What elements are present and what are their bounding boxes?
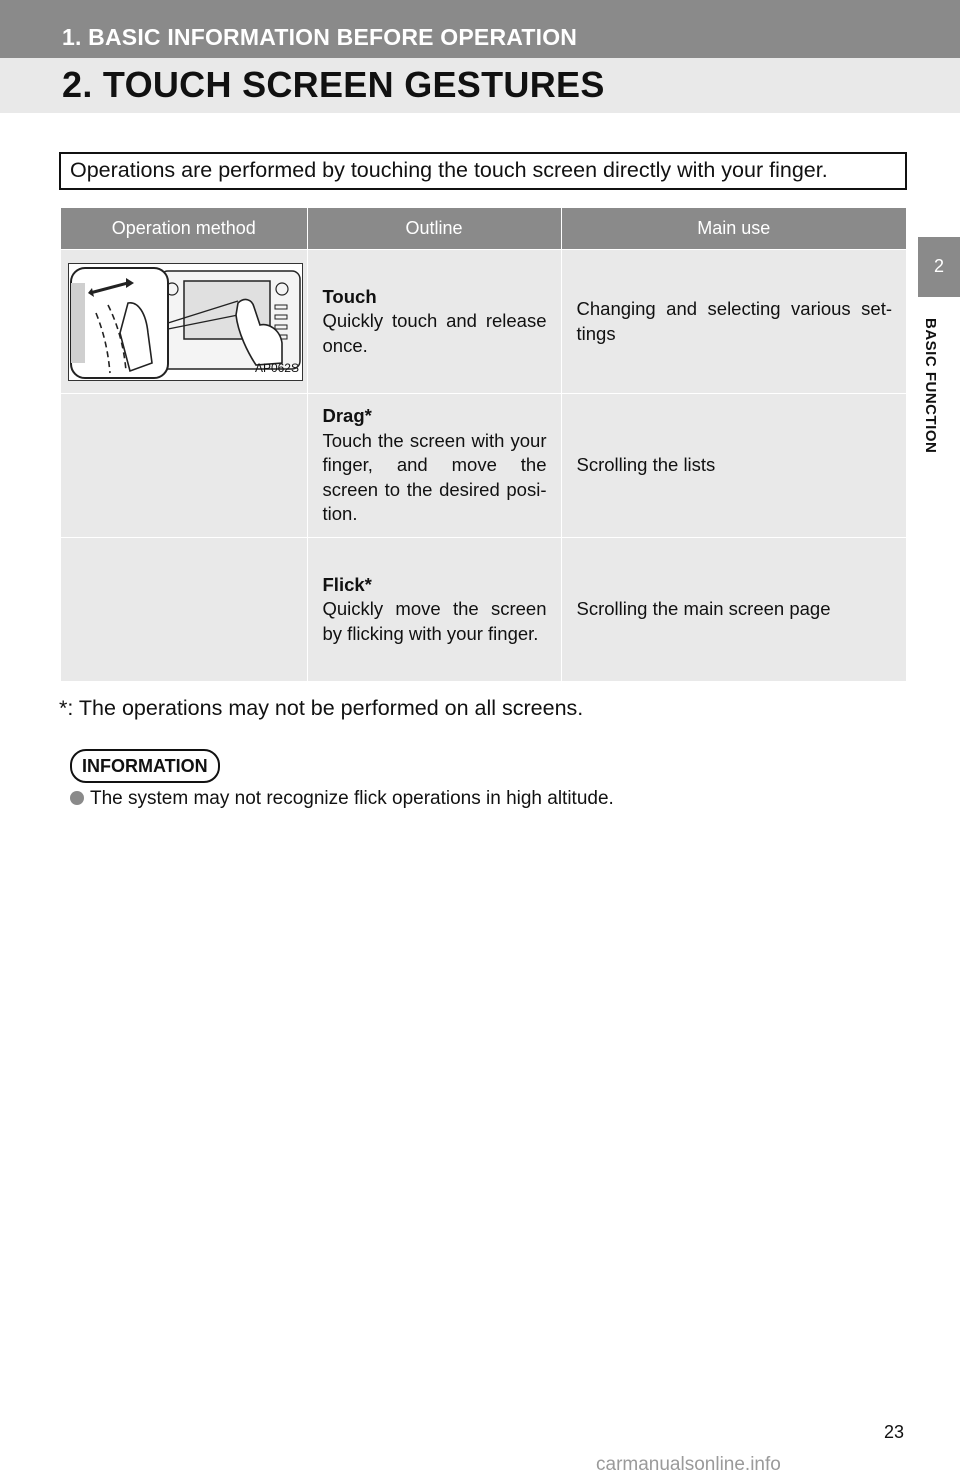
outline-cell [307,538,561,682]
chapter-number: 2 [933,256,944,276]
intro-text: Operations are performed by touching the touch screen directly with your finger. [70,158,828,182]
operation-name: Flick* [322,573,372,595]
main-use-text: Changing and selecting various set-tings [576,298,892,344]
table-row [61,538,906,682]
page-number: 23 [884,1422,905,1442]
operation-name: Touch [322,285,377,307]
table-row [61,250,906,394]
header-operation-method: Operation method [61,208,307,250]
main-use-cell [561,538,906,682]
intro-box [59,152,907,190]
main-use-text: Scrolling the lists [576,454,716,476]
header-outline: Outline [307,208,561,250]
table-header-row [61,208,906,250]
information-item [70,788,614,810]
watermark: carmanualsonline.info [596,1454,781,1475]
main-use-cell [561,250,906,394]
operation-description: Touch the screen with your finger, and move the screen to the desired posi-tion. [322,429,547,525]
information-text: The system may not recognize flick operations in high altitude. [90,788,614,809]
operation-method-cell [61,250,307,394]
header-main-use: Main use [561,208,906,250]
operation-description: Quickly move the screen by flicking with your finger. [322,598,547,644]
section-header [0,0,960,58]
operation-description: Quickly touch and release once. [322,310,547,356]
operation-name: Drag* [322,405,372,427]
touch-gesture-illustration [68,263,303,381]
operation-method-cell [61,394,307,538]
page-title: 2. TOUCH SCREEN GESTURES [62,64,605,105]
section-title: 1. BASIC INFORMATION BEFORE OPERATION [62,24,578,50]
chapter-label: BASIC FUNCTION [922,318,939,454]
page-title-bar [0,58,960,113]
gesture-table [61,208,906,681]
footnote: *: The operations may not be performed on all screens. [59,696,584,720]
information-label: INFORMATION [82,756,208,776]
table-row [61,394,906,538]
chapter-tab [918,237,960,297]
image-code: AP062S [254,361,299,375]
outline-cell [307,250,561,394]
information-badge [70,749,220,783]
main-use-text: Scrolling the main screen page [576,598,831,620]
main-use-cell [561,394,906,538]
bullet-icon [70,791,84,805]
outline-cell [307,394,561,538]
operation-method-cell [61,538,307,682]
chapter-label-container [922,318,944,488]
